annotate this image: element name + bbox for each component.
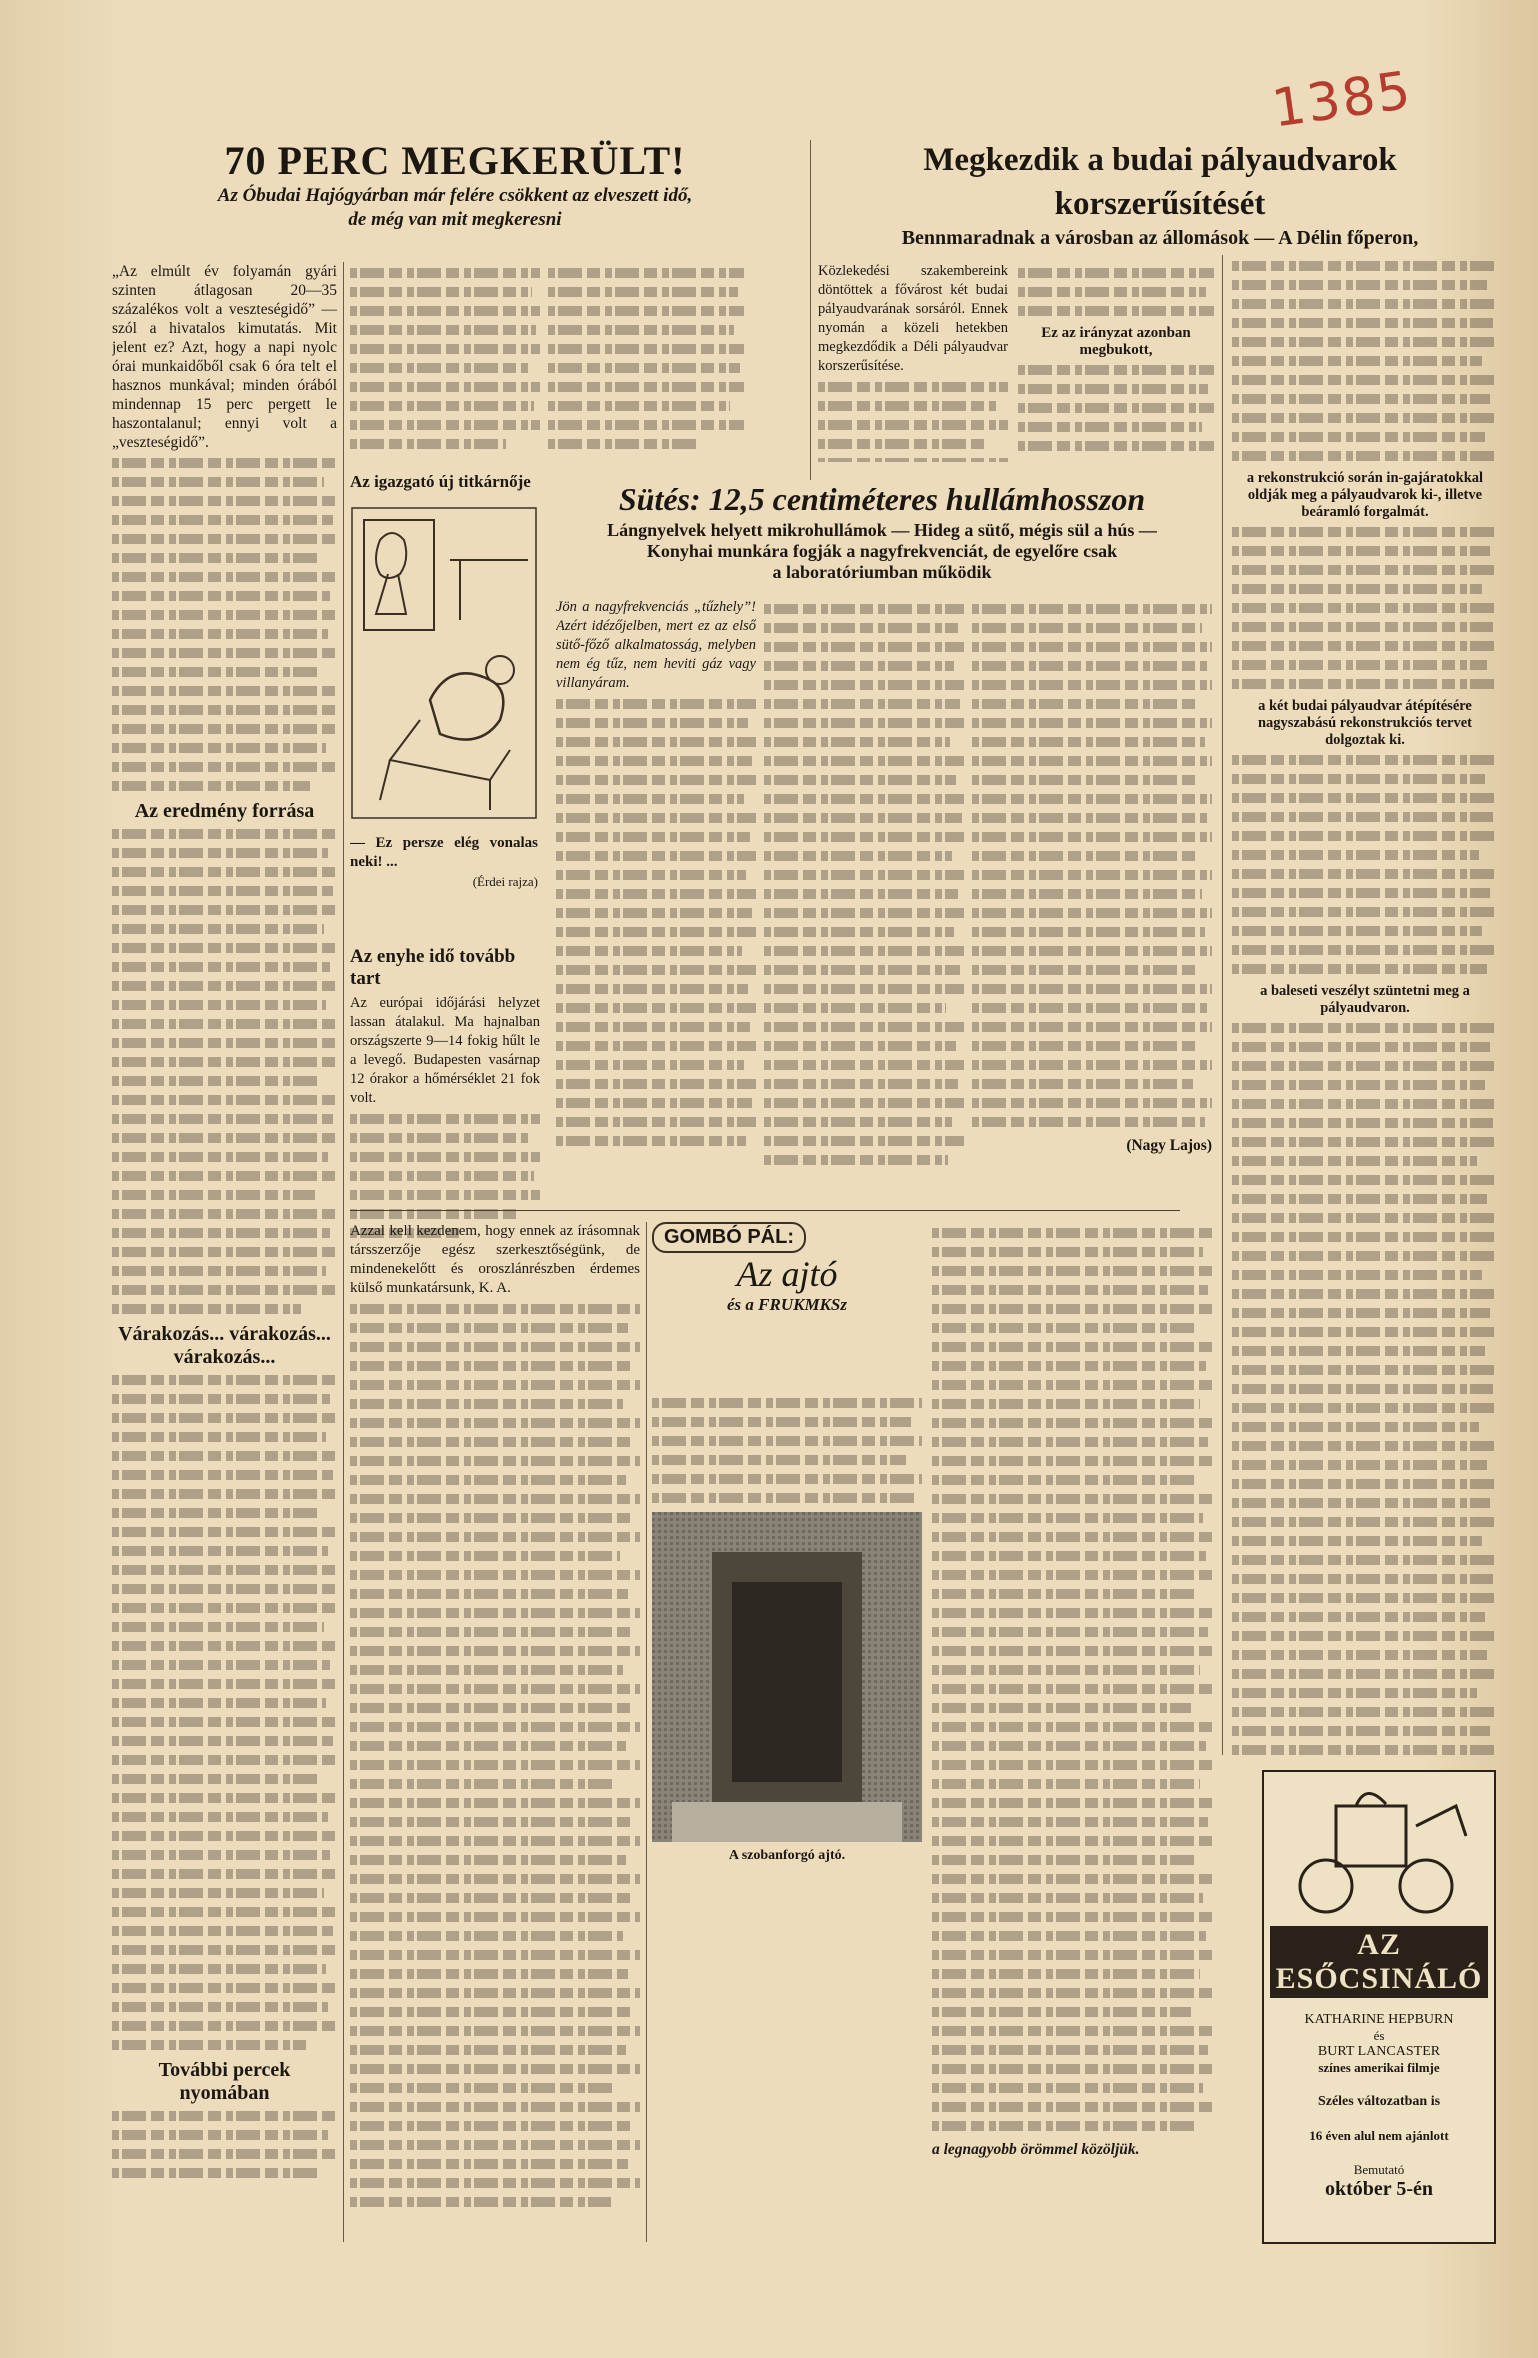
article2-col2 xyxy=(1018,262,1214,462)
article4-header xyxy=(652,1222,922,1332)
article3-lead: Jön a nagyfrekvenciás „tűzhely”! Azért idézőjelben, mert ez az első sütő-főző alkalmatosság, melyben nem ég tűz, nem heviti gáz vagy villanyáram. xyxy=(556,599,756,691)
article1-lead: „Az elmúlt év folyamán gyári szinten átlagosan 20—35 százalékos volt a veszteségidő” — szól a hivatalos kimutatás. Mit jelent ez? Azt, hogy a napi nyolc órai munkaidőből csak 6 óra telt el hasznos munkával; minden órából mindennap 15 perc pergett le haszontalanul; ennyi volt a „veszteségidő”. xyxy=(112,263,337,451)
cartoon-caption: — Ez persze elég vonalas neki! ... xyxy=(350,835,538,870)
article4-photo xyxy=(652,1392,922,1912)
ad-star-1: KATHARINE HEPBURN xyxy=(1304,2012,1454,2027)
headline-palyaudvarok: Megkezdik a budai pályaudvarok korszerűsítését xyxy=(923,142,1397,222)
headline-sutes: Sütés: 12,5 centiméteres hullámhosszon xyxy=(618,481,1146,517)
ad-age: 16 éven alul nem ajánlott xyxy=(1309,2128,1449,2143)
headline-70-perc: 70 PERC MEGKERÜLT! xyxy=(224,138,686,183)
article2-lead: Közlekedési szakembereink döntöttek a fővárost két budai pályaudvarának sorsáról. Ennek nyomán a közeli hetekben megkezdődik a Déli pályaudvar korszerűsítése. xyxy=(818,263,1008,374)
text-lines xyxy=(652,1398,922,1503)
text-lines xyxy=(112,2111,337,2178)
text-lines xyxy=(764,604,964,1165)
article2-subhead: a két budai pályaudvar átépítésére nagyszabású rekonstrukciós tervet dolgoztak ki. xyxy=(1257,698,1472,748)
cartoon-drawing xyxy=(350,500,538,830)
text-lines xyxy=(1232,261,1498,461)
article3-col2 xyxy=(764,598,964,1198)
column-rule xyxy=(810,140,811,480)
article4-lead: Azzal kell kezdenem, hogy ennek az írásomnak társszerzője egész szerkesztőségünk, de mindenekelőtt és oroszlánrészben érdemes külső munkatársunk, K. A. xyxy=(350,1223,640,1296)
text-lines xyxy=(350,1114,540,1238)
text-lines xyxy=(350,1304,640,2207)
ad-format: Széles változatban is xyxy=(1317,2094,1441,2109)
article4-label: GOMBÓ PÁL: xyxy=(652,1222,806,1253)
ad-premiere: Bemutató xyxy=(1353,2162,1405,2177)
text-lines xyxy=(818,382,1008,462)
article1-col2 xyxy=(350,262,540,462)
horizontal-rule xyxy=(350,1210,1180,1211)
weather-lead: Az európai időjárási helyzet lassan átalakul. Ma hajnalban országszerte 9—14 fokig hűlt le a levegő. Budapesten vasárnap 12 órakor a hőmérséklet 21 fok volt. xyxy=(350,995,540,1106)
article2-col1 xyxy=(818,262,1008,462)
article4-title: Az ajtó xyxy=(736,1254,838,1294)
text-lines xyxy=(112,458,337,791)
column-rule xyxy=(1222,255,1223,1755)
article4-col3 xyxy=(932,1222,1214,2252)
photo-caption: A szobanforgó ajtó. xyxy=(728,1848,846,1863)
article-sutes xyxy=(548,478,1216,588)
weather-article xyxy=(350,940,540,1240)
subhead-1: Bennmaradnak a városban az állomások — A Délin főperon, xyxy=(901,227,1419,249)
text-lines xyxy=(1232,755,1498,974)
article3-col3 xyxy=(972,598,1212,1206)
text-lines xyxy=(350,268,540,449)
text-lines xyxy=(1232,1023,1498,1755)
article4-closing: a legnagyobb örömmel közöljük. xyxy=(932,2141,1140,2158)
cartoon-box xyxy=(350,470,538,922)
text-lines xyxy=(1018,365,1214,451)
article3-col1 xyxy=(556,598,756,1198)
section-title: Az eredmény forrása xyxy=(134,800,315,822)
text-lines xyxy=(1018,268,1214,316)
revolving-door-photo xyxy=(652,1512,922,1842)
cartoon-title: Az igazgató új titkárnője xyxy=(350,472,531,491)
subhead-1: Lángnyelvek helyett mikrohullámok — Hideg a sütő, mégis sül a hús — xyxy=(607,520,1157,540)
ad-film: színes amerikai filmje xyxy=(1318,2060,1440,2075)
article3-signature: (Nagy Lajos) xyxy=(1126,1137,1212,1154)
ad-and: és xyxy=(1373,2028,1385,2043)
article2-subhead: a rekonstrukció során in-gajáratokkal oldják meg a pályaudvarok ki-, illetve beáramló forgalmát. xyxy=(1246,470,1484,520)
ad-title: AZ ESŐCSINÁLÓ xyxy=(1270,1926,1488,1998)
text-lines xyxy=(112,829,337,1314)
article2-col3 xyxy=(1232,255,1498,1755)
text-lines xyxy=(548,268,744,449)
handwritten-mark: 1385 xyxy=(1268,60,1416,140)
subhead-2: de még van mit megkeresni xyxy=(348,209,562,230)
article1-col3 xyxy=(548,262,744,462)
text-lines xyxy=(112,1375,337,2050)
text-lines xyxy=(556,699,756,1146)
ad-date: október 5-én xyxy=(1325,2178,1433,2200)
article2-subhead: a baleseti veszélyt szüntetni meg a pályaudvaron. xyxy=(1260,983,1470,1016)
article4-col1 xyxy=(350,1222,640,2252)
weather-title: Az enyhe idő tovább tart xyxy=(350,946,516,989)
article-palyaudvarok xyxy=(820,138,1500,250)
subhead-3: a laboratóriumban működik xyxy=(772,562,992,582)
article2-subhead: Ez az irányzat azonban megbukott, xyxy=(1041,325,1191,358)
article-70-perc xyxy=(160,138,750,250)
ad-star-2: BURT LANCASTER xyxy=(1317,2044,1441,2059)
section-title: Várakozás... várakozás... várakozás... xyxy=(118,1323,331,1368)
cartoon-credit: (Érdei rajza) xyxy=(472,874,538,889)
subhead-2: Konyhai munkára fogják a nagyfrekvenciát, de egyelőre csak xyxy=(646,541,1118,561)
section-title: További percek nyomában xyxy=(158,2059,291,2104)
column-rule xyxy=(343,262,344,2242)
column-rule xyxy=(646,1222,647,2242)
text-lines xyxy=(932,1228,1214,2131)
film-advertisement xyxy=(1262,1770,1496,2244)
text-lines xyxy=(1232,527,1498,689)
article1-col1 xyxy=(112,262,337,2252)
article4-subtitle: és a FRUKMKSz xyxy=(727,1295,847,1314)
rainmaker-illustration xyxy=(1266,1776,1492,1926)
subhead-1: Az Óbudai Hajógyárban már felére csökkent az elveszett idő, xyxy=(217,185,693,206)
text-lines xyxy=(972,604,1212,1127)
